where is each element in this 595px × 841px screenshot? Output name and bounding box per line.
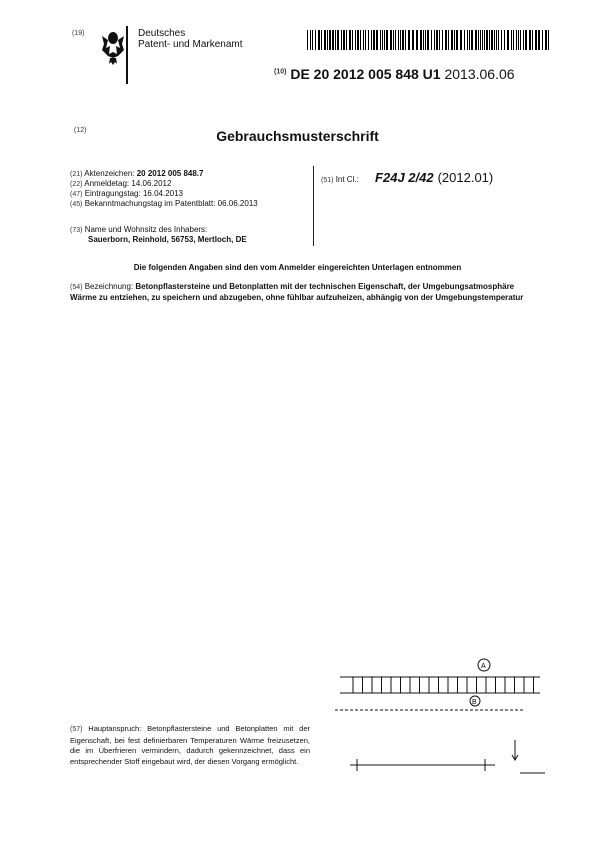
barcode-bar <box>405 30 406 50</box>
barcode-bar <box>454 30 455 50</box>
inid-57: (57) <box>70 726 83 733</box>
claim-label: Hauptanspruch: <box>88 724 142 733</box>
barcode-bar <box>525 30 527 50</box>
field-int-cl <box>321 170 493 185</box>
bekanntmachung-label: Bekanntmachungstag im Patentblatt: <box>84 199 216 208</box>
barcode-bar <box>548 30 549 50</box>
barcode-bar <box>507 30 509 50</box>
barcode-bar <box>400 30 401 50</box>
barcode-bar <box>475 30 477 50</box>
barcode-bar <box>448 30 449 50</box>
barcode-bar <box>489 30 490 50</box>
barcode-bar <box>425 30 426 50</box>
anmeldetag-value: 14.06.2012 <box>131 179 172 188</box>
barcode-bar <box>341 30 342 50</box>
barcode-bar <box>538 30 540 50</box>
barcode-bar <box>501 30 502 50</box>
barcode-bar <box>439 30 440 50</box>
inid-45: (45) <box>70 201 83 208</box>
barcode-bar <box>471 30 473 50</box>
barcode-bar <box>373 30 375 50</box>
barcode-bar <box>402 30 404 50</box>
applicant-notice: Die folgenden Angaben sind den vom Anmelder eingereichten Unterlagen entnommen <box>133 263 462 272</box>
barcode-bar <box>491 30 493 50</box>
eintragungstag-value: 16.04.2013 <box>142 189 184 198</box>
barcode-bar <box>371 30 372 50</box>
barcode-bar <box>523 30 524 50</box>
barcode-bar <box>310 30 311 50</box>
barcode-bar <box>408 30 410 50</box>
field-bekanntmachung <box>70 199 258 209</box>
barcode-bar <box>545 30 547 50</box>
barcode-bar <box>529 30 531 50</box>
barcode-bar <box>478 30 479 50</box>
inid-12: (12) <box>74 127 87 134</box>
barcode-bar <box>520 30 521 50</box>
barcode-bar <box>368 30 369 50</box>
barcode-bar <box>480 30 481 50</box>
field-anmeldetag <box>70 179 171 189</box>
barcode <box>307 30 550 50</box>
office-name <box>138 28 243 50</box>
barcode-bar <box>498 30 499 50</box>
barcode-bar <box>416 30 418 50</box>
barcode-bar <box>363 30 364 50</box>
barcode-bar <box>393 30 394 50</box>
inid-10: (10) <box>274 68 287 76</box>
ipc-code: F24J 2/42 <box>375 170 434 185</box>
inid-73: (73) <box>70 227 83 234</box>
barcode-bar <box>469 30 470 50</box>
barcode-bar <box>423 30 424 50</box>
inid-54: (54) <box>70 284 83 291</box>
barcode-bar <box>332 30 334 50</box>
barcode-bar <box>327 30 328 50</box>
inid-47: (47) <box>70 191 83 198</box>
barcode-bar <box>384 30 385 50</box>
barcode-bar <box>312 30 313 50</box>
barcode-bar <box>464 30 465 50</box>
designation <box>70 282 540 302</box>
barcode-bar <box>511 30 512 50</box>
bekanntmachung-value: 06.06.2013 <box>217 199 258 208</box>
barcode-bar <box>494 30 495 50</box>
main-claim <box>70 724 310 767</box>
barcode-bar <box>504 30 505 50</box>
column-divider <box>313 166 314 246</box>
barcode-bar <box>484 30 485 50</box>
barcode-bar <box>382 30 383 50</box>
barcode-bar <box>343 30 345 50</box>
publication-number: DE 20 2012 005 848 U1 <box>290 66 441 82</box>
barcode-bar <box>349 30 351 50</box>
barcode-bar <box>445 30 447 50</box>
barcode-bar <box>532 30 533 50</box>
barcode-bar <box>434 30 435 50</box>
barcode-bar <box>456 30 458 50</box>
barcode-bar <box>352 30 353 50</box>
anmeldetag-label: Anmeldetag: <box>84 179 130 188</box>
aktenzeichen-value: 20 2012 005 848.7 <box>136 169 204 178</box>
barcode-bar <box>431 30 432 50</box>
barcode-bar <box>442 30 443 50</box>
office-line1: Deutsches <box>138 28 186 39</box>
barcode-bar <box>427 30 429 50</box>
barcode-bar <box>346 30 347 50</box>
inid-21: (21) <box>70 171 83 178</box>
aktenzeichen-label: Aktenzeichen: <box>84 169 135 178</box>
barcode-bar <box>395 30 396 50</box>
barcode-bar <box>321 30 322 50</box>
field-inhaber <box>70 225 207 235</box>
eintragungstag-label: Eintragungstag: <box>84 189 141 198</box>
inid-19: (19) <box>72 30 85 37</box>
barcode-bar <box>335 30 336 50</box>
barcode-bar <box>436 30 438 50</box>
intcl-label: Int Cl.: <box>335 175 359 184</box>
barcode-bar <box>337 30 339 50</box>
barcode-bar <box>315 30 316 50</box>
barcode-bar <box>386 30 388 50</box>
barcode-bar <box>420 30 422 50</box>
technical-drawing <box>335 655 550 780</box>
ipc-version: (2012.01) <box>437 170 494 185</box>
publication-line <box>274 66 515 82</box>
federal-eagle-logo <box>100 26 130 84</box>
barcode-bar <box>324 30 326 50</box>
barcode-bar <box>412 30 414 50</box>
inhaber-value: Sauerborn, Reinhold, 56753, Mertloch, DE <box>88 235 247 244</box>
barcode-bar <box>486 30 488 50</box>
barcode-bar <box>518 30 519 50</box>
drawing-label-a: A <box>481 663 486 670</box>
designation-label: Bezeichnung: <box>84 282 134 291</box>
barcode-bar <box>390 30 392 50</box>
barcode-bar <box>355 30 356 50</box>
barcode-bar <box>496 30 497 50</box>
field-aktenzeichen <box>70 169 203 179</box>
barcode-bar <box>535 30 537 50</box>
barcode-bar <box>513 30 514 50</box>
field-eintragungstag <box>70 189 183 199</box>
barcode-bar <box>542 30 543 50</box>
barcode-bar <box>365 30 366 50</box>
claim-text: Betonpflastersteine und Betonplatten mit der Eigenschaft, bei fest definierbaren Temperaturen Wärme freizusetzen, die im Überfrieren vermindern, dadurch gekennzeichnet, dass ein entsprechender Stoff eingebaut wird, der diesen Vorgang ermöglicht. <box>70 724 311 766</box>
inid-22: (22) <box>70 181 83 188</box>
barcode-bar <box>318 30 320 50</box>
barcode-bar <box>307 30 308 50</box>
barcode-bar <box>380 30 381 50</box>
drawing-label-b: B <box>472 699 477 706</box>
document-title: Gebrauchsmusterschrift <box>216 128 379 144</box>
publication-date: 2013.06.06 <box>444 66 515 82</box>
barcode-bar <box>451 30 453 50</box>
barcode-bar <box>467 30 468 50</box>
barcode-bar <box>516 30 517 50</box>
office-line2: Patent- und Markenamt <box>138 39 243 50</box>
inid-51: (51) <box>321 177 334 184</box>
designation-text: Betonpflastersteine und Betonplatten mit der technischen Eigenschaft, der Umgebungsatmosphäre Wärme zu entziehen, zu speichern und abzugeben, ohne fühlbar aufzuheizen, abhängig von der Umgebungstemperatur <box>70 282 524 302</box>
inhaber-label: Name und Wohnsitz des Inhabers: <box>84 225 208 234</box>
barcode-bar <box>376 30 378 50</box>
barcode-bar <box>398 30 399 50</box>
barcode-bar <box>460 30 462 50</box>
barcode-bar <box>329 30 331 50</box>
barcode-bar <box>482 30 483 50</box>
barcode-bar <box>357 30 359 50</box>
barcode-bar <box>360 30 361 50</box>
